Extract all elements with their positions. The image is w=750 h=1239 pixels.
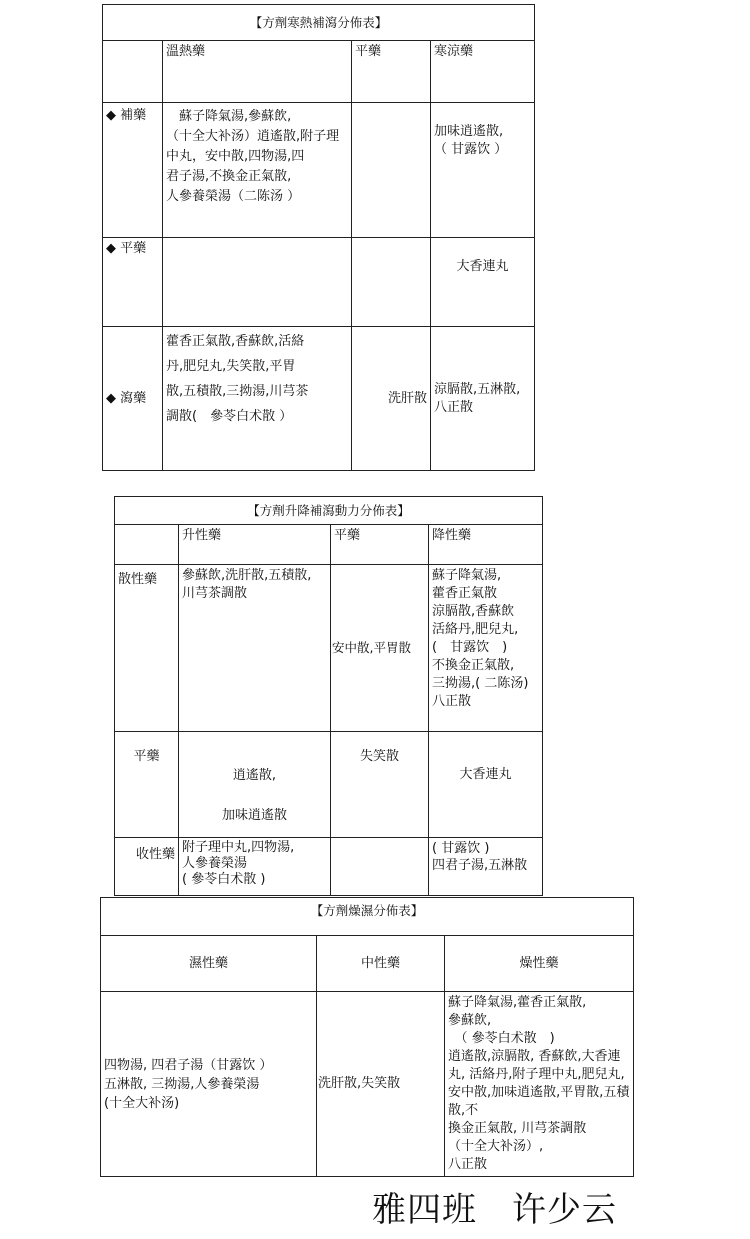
table-cold-heat bbox=[102, 4, 535, 471]
signature: 雅四班 许少云 bbox=[372, 1190, 617, 1230]
table3-title: 【方劑燥濕分佈表】 bbox=[101, 898, 634, 936]
table2-row-label: 收性藥 bbox=[115, 838, 179, 896]
table1-header-cold: 寒涼藥 bbox=[431, 41, 535, 103]
table2-corner bbox=[115, 525, 179, 565]
table2-header-down: 降性藥 bbox=[429, 525, 543, 565]
table2-cell-up: 逍遙散, 加味逍遙散 bbox=[179, 732, 331, 838]
table2-cell-neutral bbox=[331, 838, 429, 896]
table3-cell-dry: 蘇子降氣湯,藿香正氣散, 參蘇飲, （ 參苓白术散 ) 逍遙散,涼膈散, 香蘇飲,大香連丸, 活絡丹,附子理中丸,肥兒丸,安中散,加味逍遙散,平胃散,五積散,不 換金正氣散, 川芎茶調散 （十全大补汤）, 八正散 bbox=[445, 992, 634, 1177]
table1-cell-neutral bbox=[352, 238, 431, 327]
table1-header-neutral: 平藥 bbox=[352, 41, 431, 103]
table1-cell-warm: 蘇子降氣湯,參蘇飲, （十全大补汤）逍遙散,附子理中丸，安中散,四物湯,四 君子湯,不換金正氣散, 人參養榮湯（二陈汤 ） bbox=[163, 103, 352, 238]
table1-row-label: ◆ 補藥 bbox=[103, 103, 163, 238]
table1-cell-cold: 涼膈散,五淋散, 八正散 bbox=[431, 327, 535, 471]
table2-cell-down: 蘇子降氣湯, 藿香正氣散 涼膈散,香蘇飲 活絡丹,肥兒丸, ( 甘露饮 ) 不換金正氣散, 三拗湯,( 二陈汤) 八正散 bbox=[429, 565, 543, 732]
table3-cell-wet: 四物湯, 四君子湯（甘露饮 ） 五淋散, 三拗湯,人參養榮湯 (十全大补汤) bbox=[101, 992, 317, 1177]
table1-cell-neutral: 洗肝散 bbox=[352, 327, 431, 471]
table3-header-dry: 燥性藥 bbox=[445, 936, 634, 992]
table2-header-up: 升性藥 bbox=[179, 525, 331, 565]
table1-cell-warm bbox=[163, 238, 352, 327]
table1-cell-warm: 藿香正氣散,香蘇飲,活絡 丹,肥兒丸,失笑散,平胃 散,五積散,三拗湯,川芎茶 調散( 參苓白术散 ） bbox=[163, 327, 352, 471]
table1-cell-cold: 大香連丸 bbox=[431, 238, 535, 327]
table2-header-neutral: 平藥 bbox=[331, 525, 429, 565]
table1-title: 【方劑寒熱補瀉分佈表】 bbox=[103, 5, 535, 41]
table3-header-wet: 濕性藥 bbox=[101, 936, 317, 992]
table1-row-label: ◆ 瀉藥 bbox=[103, 327, 163, 471]
table3-header-neutral: 中性藥 bbox=[317, 936, 445, 992]
table1-row-label: ◆ 平藥 bbox=[103, 238, 163, 327]
table2-row-label: 平藥 bbox=[115, 732, 179, 838]
table-ascend-descend bbox=[114, 496, 543, 896]
table3-cell-neutral: 洗肝散,失笑散 bbox=[317, 992, 445, 1177]
table2-title: 【方劑升降補瀉動力分佈表】 bbox=[115, 497, 543, 525]
table1-cell-neutral bbox=[352, 103, 431, 238]
table2-cell-neutral: 失笑散 bbox=[331, 732, 429, 838]
table2-row-label: 散性藥 bbox=[115, 565, 179, 732]
table-dry-wet bbox=[100, 897, 634, 1177]
table2-cell-up: 附子理中丸,四物湯, 人參養榮湯 ( 參苓白术散 ) bbox=[179, 838, 331, 896]
table1-corner bbox=[103, 41, 163, 103]
table2-cell-down: 大香連丸 bbox=[429, 732, 543, 838]
table2-cell-up: 參蘇飲,洗肝散,五積散, 川芎茶調散 bbox=[179, 565, 331, 732]
table2-cell-down: ( 甘露饮 ) 四君子湯,五淋散 bbox=[429, 838, 543, 896]
table1-cell-cold: 加味逍遙散, （ 甘露饮 ） bbox=[431, 103, 535, 238]
table2-cell-neutral: 安中散,平胃散 bbox=[331, 565, 429, 732]
table1-header-warm: 溫熱藥 bbox=[163, 41, 352, 103]
